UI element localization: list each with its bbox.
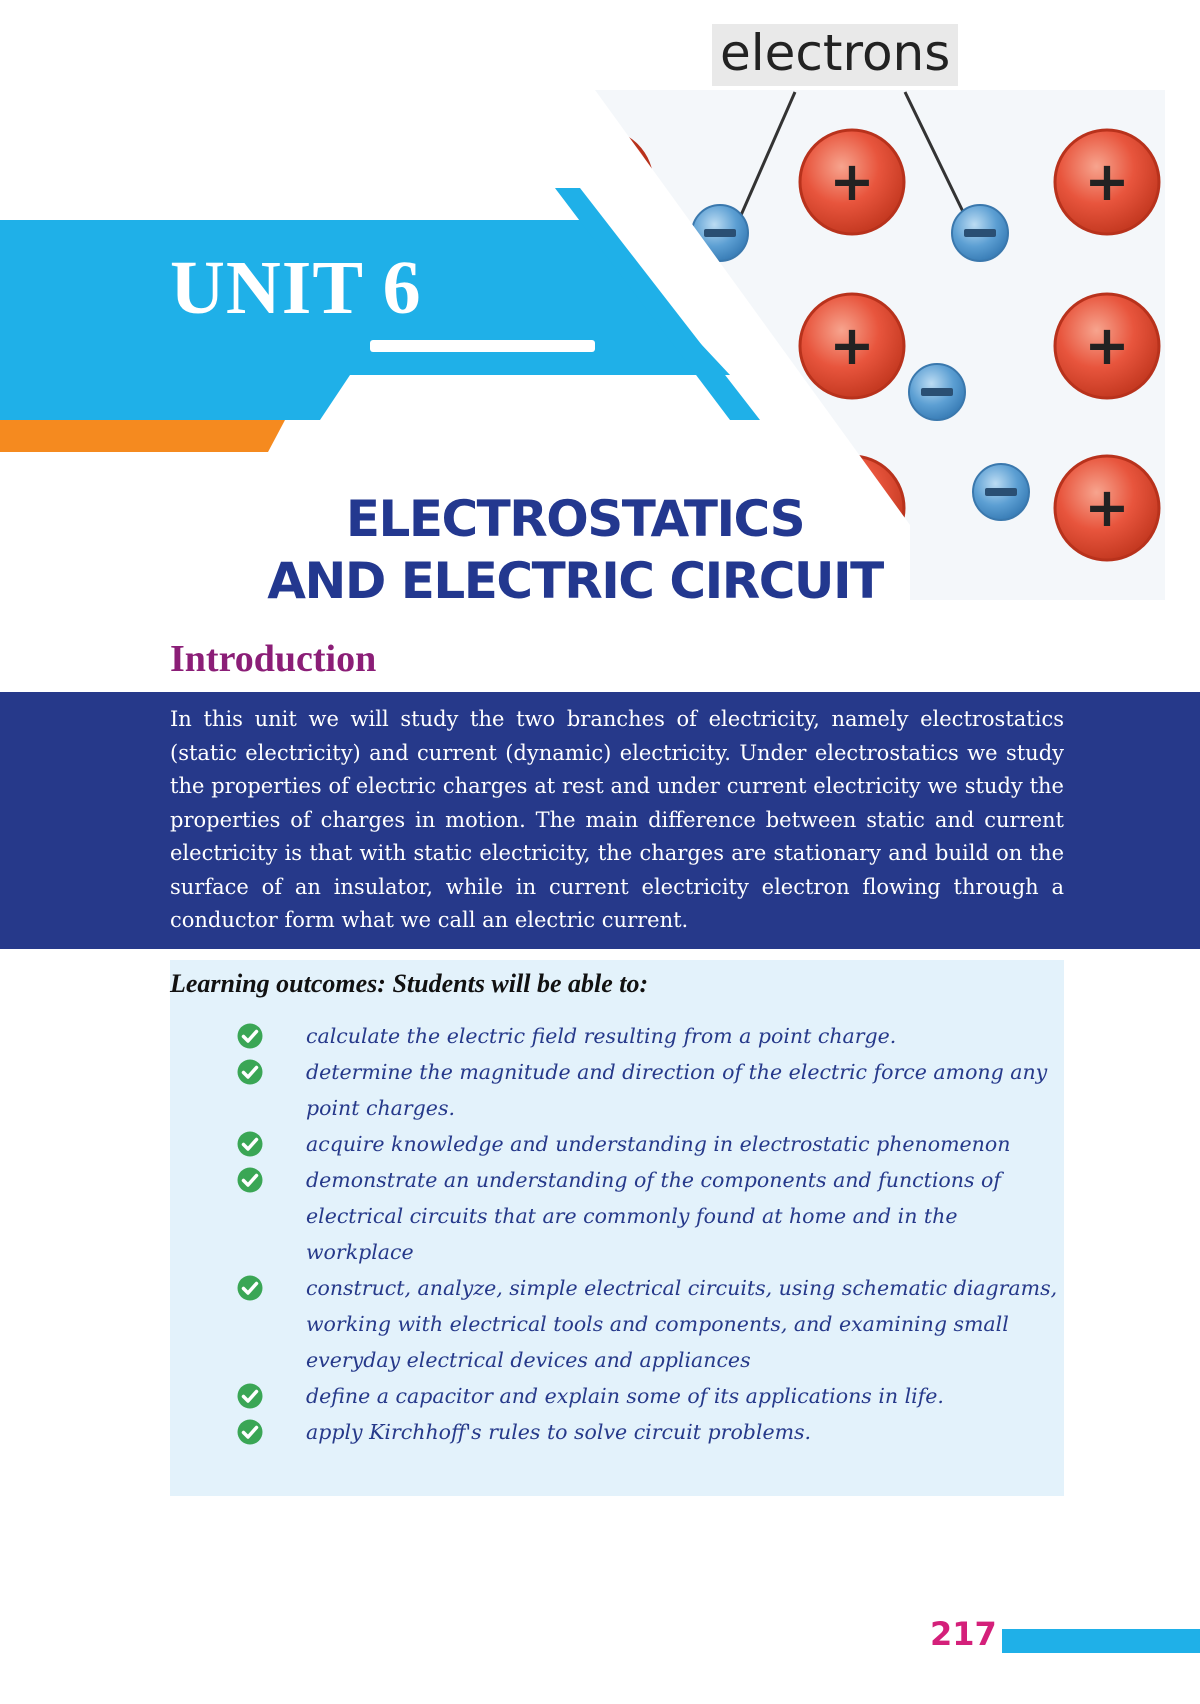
electron-minus-circle-icon bbox=[909, 364, 965, 420]
check-circle-icon bbox=[236, 1274, 264, 1302]
check-circle-icon bbox=[236, 1166, 264, 1194]
chapter-title-line-1: ELECTROSTATICS bbox=[345, 490, 805, 548]
electrons-label: electrons bbox=[712, 24, 958, 86]
learning-outcomes-list bbox=[236, 1018, 1066, 1450]
check-circle-icon bbox=[236, 1022, 264, 1050]
svg-text:+: + bbox=[829, 150, 875, 213]
learning-outcome-item bbox=[236, 1270, 1066, 1378]
banner-orange-strip bbox=[0, 420, 285, 452]
unit-title: UNIT 6 bbox=[170, 246, 422, 330]
introduction-text: In this unit we will study the two branches of electricity, namely electrostatics (static electricity) and current (dynamic) electricity. Under electrostatics we study the properties of electric charges at rest and under current electricity we study the properties of charges in motion. The main difference between static and current electricity is that with static electricity, the charges are stationary and build on the surface of an insulator, while in current electricity electron flowing through a conductor form what we call an electric current. bbox=[170, 707, 1064, 932]
learning-outcome-text: demonstrate an understanding of the components and functions of electrical circuits that are commonly found at home and in the workplace bbox=[306, 1168, 1001, 1264]
proton-plus-circle-icon bbox=[1055, 130, 1159, 234]
svg-text:+: + bbox=[1084, 150, 1130, 213]
learning-outcome-item bbox=[236, 1414, 1066, 1450]
check-circle-icon bbox=[236, 1418, 264, 1446]
learning-outcome-text: acquire knowledge and understanding in electrostatic phenomenon bbox=[306, 1132, 1011, 1156]
learning-outcome-item bbox=[236, 1054, 1066, 1126]
learning-outcome-text: determine the magnitude and direction of the electric force among any point charges. bbox=[306, 1060, 1048, 1120]
check-circle-icon bbox=[236, 1130, 264, 1158]
learning-outcome-item bbox=[236, 1162, 1066, 1270]
introduction-heading: Introduction bbox=[170, 638, 377, 680]
learning-outcome-item bbox=[236, 1018, 1066, 1054]
page-number: 217 bbox=[930, 1615, 997, 1653]
proton-plus-circle-icon bbox=[1055, 294, 1159, 398]
learning-outcome-text: calculate the electric field resulting from a point charge. bbox=[306, 1024, 897, 1048]
proton-plus-circle-icon bbox=[800, 294, 904, 398]
chapter-title bbox=[240, 488, 910, 612]
svg-text:+: + bbox=[1084, 476, 1130, 539]
unit-title-underline bbox=[370, 340, 595, 352]
electron-minus-circle-icon bbox=[973, 464, 1029, 520]
learning-outcome-text: apply Kirchhoff's rules to solve circuit problems. bbox=[306, 1420, 812, 1444]
learning-outcome-item bbox=[236, 1378, 1066, 1414]
learning-outcome-text: define a capacitor and explain some of its applications in life. bbox=[306, 1384, 944, 1408]
svg-text:+: + bbox=[829, 314, 875, 377]
chapter-title-line-2: AND ELECTRIC CIRCUIT bbox=[267, 552, 883, 610]
proton-plus-circle-icon bbox=[800, 130, 904, 234]
learning-outcome-text: construct, analyze, simple electrical circuits, using schematic diagrams, working with electrical tools and components, and examining small everyday electrical devices and appliances bbox=[306, 1276, 1058, 1372]
svg-text:+: + bbox=[1084, 314, 1130, 377]
electron-minus-circle-icon bbox=[952, 205, 1008, 261]
learning-outcomes-heading: Learning outcomes: Students will be able to: bbox=[170, 969, 649, 998]
proton-plus-circle-icon bbox=[1055, 456, 1159, 560]
check-circle-icon bbox=[236, 1382, 264, 1410]
check-circle-icon bbox=[236, 1058, 264, 1086]
learning-outcome-item bbox=[236, 1126, 1066, 1162]
footer-accent-bar bbox=[1002, 1629, 1200, 1653]
